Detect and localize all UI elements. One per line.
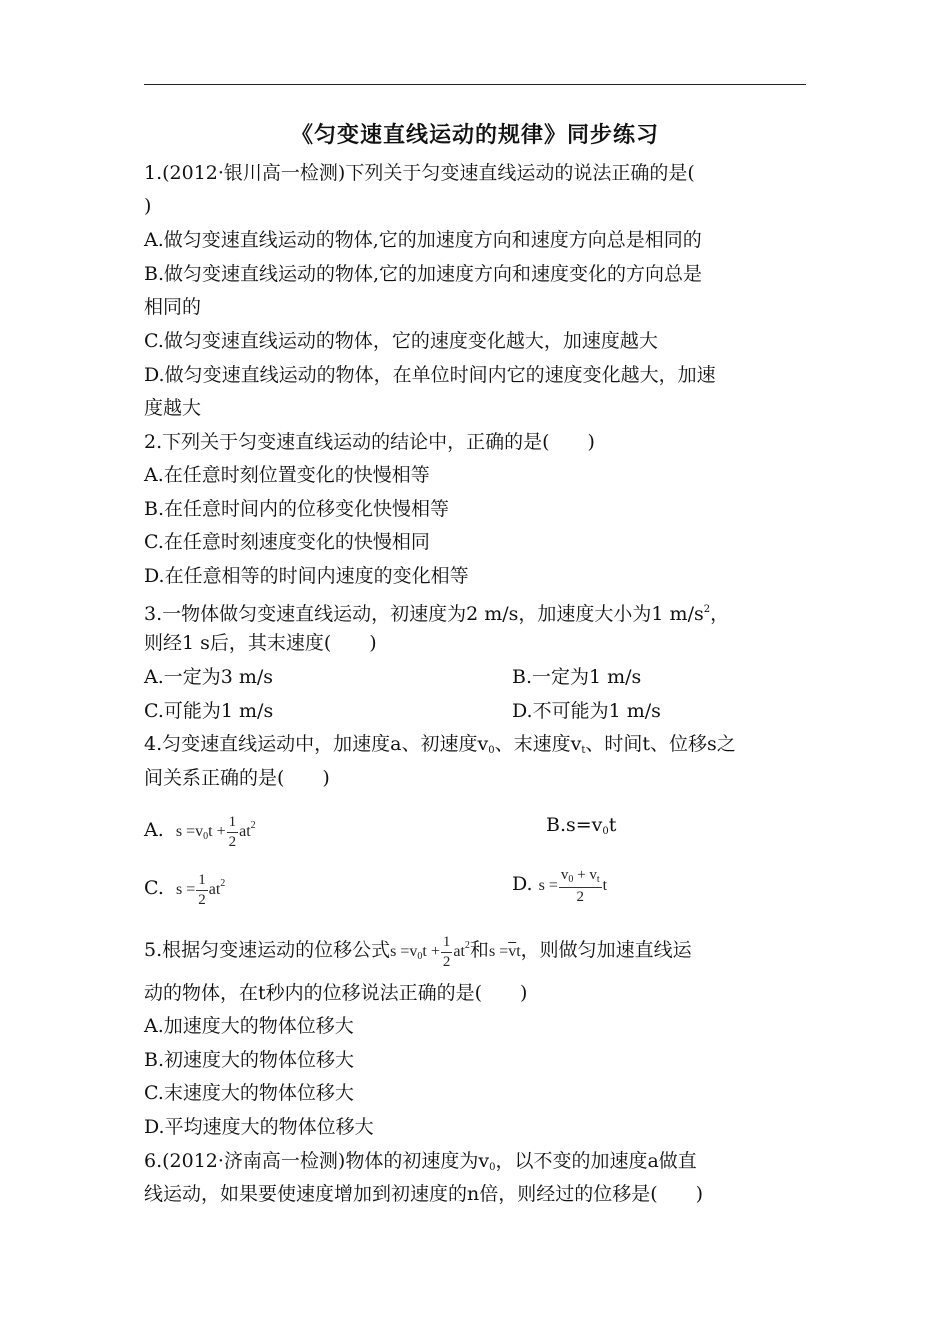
q2-option-c: C.在任意时刻速度变化的快慢相同	[144, 531, 430, 553]
q3-stem: 3.一物体做匀变速直线运动，初速度为2 m/s，加速度大小为1 $m/s^2$，	[144, 603, 730, 625]
q4-stem-cont: 间关系正确的是( )	[144, 767, 330, 789]
q1-option-a: A.做匀变速直线运动的物体,它的加速度方向和速度方向总是相同的	[144, 229, 702, 251]
q6-stem: 6.(2012·济南高一检测)物体的初速度为$v_0$，以不变的加速度a做直	[144, 1150, 697, 1173]
q5-stem: 5.根据匀变速运动的位移公式$s =v_0t$ + $\frac{1}{2}$ $at^2$和$s =\overline{v}t$，则做匀加速直线运	[144, 933, 692, 970]
q6-stem-cont: 线运动，如果要使速度增加到初速度的n倍，则经过的位移是( )	[144, 1183, 704, 1205]
q5-option-c: C.末速度大的物体位移大	[144, 1082, 354, 1104]
q1-option-d-cont: 度越大	[144, 397, 202, 419]
q4-option-c: C. s = $\frac{1}{2}$ $at^2$	[144, 871, 226, 908]
page-title: 《匀变速直线运动的规律》同步练习	[290, 123, 659, 148]
q1-option-b-cont: 相同的	[144, 296, 202, 318]
q4-formula-c: s = $\frac{1}{2}$ $at^2$	[176, 871, 226, 908]
q4-formula-a: $s =v_0t$ + $\frac{1}{2}$ $at^2$	[175, 813, 256, 850]
q4-option-b: $B.s=v_0t$	[546, 814, 617, 837]
q2-option-d: D.在任意相等的时间内速度的变化相等	[144, 565, 469, 587]
q4-formula-d: s = $\frac{v_0 + v_t}{2}$ t	[538, 866, 608, 905]
q1-option-c: C.做匀变速直线运动的物体，它的速度变化越大，加速度越大	[144, 330, 658, 352]
q2-option-a: A.在任意时刻位置变化的快慢相等	[144, 464, 430, 486]
header-rule	[144, 84, 806, 85]
q3-option-c: C.可能为1 m/s	[144, 700, 274, 722]
q4-stem: 4.匀变速直线运动中，加速度a、初速度$v_0$、末速度$v_t$、时间t、位移s之	[144, 733, 736, 756]
q1-stem: 1.(2012·银川高一检测)下列关于匀变速直线运动的说法正确的是(	[144, 162, 695, 184]
q4-option-a: A. $s =v_0t$ + $\frac{1}{2}$ $at^2$	[144, 813, 256, 850]
q1-option-d: D.做匀变速直线运动的物体，在单位时间内它的速度变化越大，加速	[144, 364, 716, 386]
q5-option-b: B.初速度大的物体位移大	[144, 1049, 355, 1071]
q5-option-d: D.平均速度大的物体位移大	[144, 1116, 374, 1138]
q3-stem-cont: 则经1 s后，其末速度( )	[144, 632, 377, 654]
q5-formula-2: $s =\overline{v}t$	[488, 943, 521, 960]
q5-formula-1: $s =v_0t$ + $\frac{1}{2}$ $at^2$	[390, 933, 470, 970]
q5-stem-cont: 动的物体，在t秒内的位移说法正确的是( )	[144, 982, 528, 1004]
q1-option-b: B.做匀变速直线运动的物体,它的加速度方向和速度变化的方向总是	[144, 263, 703, 285]
q3-option-b: B.一定为1 m/s	[512, 666, 642, 688]
q1-stem-end: )	[144, 195, 152, 217]
q4-option-d: D. s = $\frac{v_0 + v_t}{2}$ t	[512, 866, 608, 905]
q5-option-a: A.加速度大的物体位移大	[144, 1015, 354, 1037]
q2-stem: 2.下列关于匀变速直线运动的结论中，正确的是( )	[144, 431, 595, 453]
q3-option-a: A.一定为3 m/s	[144, 666, 274, 688]
q3-option-d: D.不可能为1 m/s	[512, 700, 661, 722]
q2-option-b: B.在任意时间内的位移变化快慢相等	[144, 498, 450, 520]
